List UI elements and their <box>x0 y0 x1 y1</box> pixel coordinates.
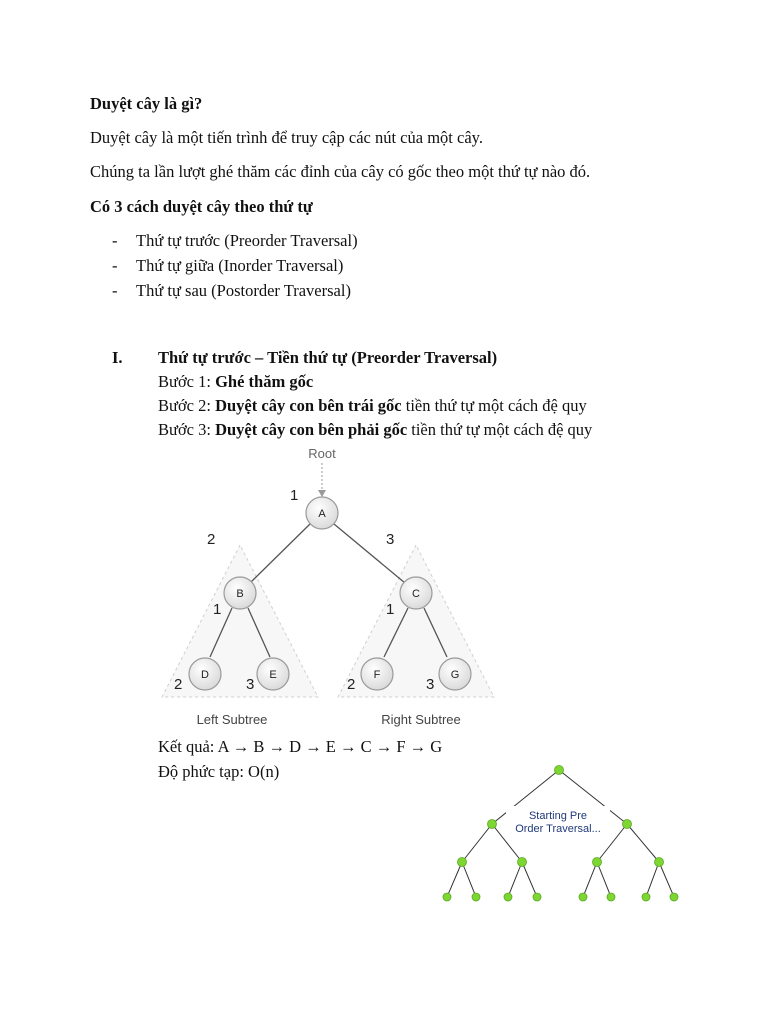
anim-node <box>504 893 512 901</box>
node-label: C <box>412 588 420 600</box>
anim-node <box>488 820 497 829</box>
complexity: Độ phức tạp: O(n) <box>158 762 280 781</box>
anim-node <box>579 893 587 901</box>
order-label: 1 <box>290 487 299 504</box>
order-label: 3 <box>386 531 395 548</box>
order-label: 2 <box>347 676 356 693</box>
paragraph-visit-order: Chúng ta lần lượt ghé thăm các đỉnh của cây có gốc theo một thứ tự nào đó. <box>90 162 591 181</box>
bullet-marker: - <box>112 281 118 300</box>
node-label: E <box>269 669 277 681</box>
node-label: A <box>318 508 326 520</box>
anim-node <box>443 893 451 901</box>
traversal-result: Kết quả: A → B → D → E → C → F → G <box>158 737 443 756</box>
step-suffix: tiền thứ tự một cách đệ quy <box>401 396 587 415</box>
anim-node <box>655 858 664 867</box>
node-label: G <box>450 669 460 681</box>
step-suffix: tiền thứ tự một cách đệ quy <box>407 420 593 439</box>
left-subtree-label: Left Subtree <box>196 712 268 727</box>
method-inorder: Thứ tự giữa (Inorder Traversal) <box>136 256 344 275</box>
step-bold: Duyệt cây con bên trái gốc <box>215 396 402 415</box>
order-label: 2 <box>174 676 183 693</box>
order-label: 1 <box>386 601 395 618</box>
order-label: 3 <box>246 676 255 693</box>
anim-caption-line1: Starting Pre <box>528 810 588 822</box>
step-bold: Ghé thăm gốc <box>215 372 314 391</box>
anim-node <box>623 820 632 829</box>
anim-caption-line2: Order Traversal... <box>515 823 601 835</box>
paragraph-definition: Duyệt cây là một tiến trình để truy cập các nút của một cây. <box>90 128 483 147</box>
right-subtree-label: Right Subtree <box>381 712 461 727</box>
section-number: I. <box>112 348 123 367</box>
left-subtree-triangle <box>162 545 318 697</box>
anim-node <box>670 893 678 901</box>
method-preorder: Thứ tự trước (Preorder Traversal) <box>136 231 358 250</box>
bullet-marker: - <box>112 256 118 275</box>
anim-node <box>533 893 541 901</box>
step-bold: Duyệt cây con bên phải gốc <box>215 420 408 439</box>
anim-node <box>472 893 480 901</box>
method-postorder: Thứ tự sau (Postorder Traversal) <box>136 281 351 300</box>
node-label: F <box>373 669 381 681</box>
bullet-marker: - <box>112 231 118 250</box>
node-label: D <box>201 669 209 681</box>
root-label: Root <box>308 446 336 461</box>
anim-node <box>642 893 650 901</box>
root-arrow-head <box>318 490 326 497</box>
anim-node <box>555 766 564 775</box>
heading-what-is-traversal: Duyệt cây là gì? <box>90 94 203 113</box>
anim-node <box>458 858 467 867</box>
section-title: Thứ tự trước – Tiền thứ tự (Preorder Traversal) <box>158 348 498 367</box>
anim-node <box>607 893 615 901</box>
node-label: B <box>236 588 244 600</box>
order-label: 3 <box>426 676 435 693</box>
step-prefix: Bước 2: <box>158 396 216 415</box>
anim-node <box>593 858 602 867</box>
step-prefix: Bước 1: <box>158 372 216 391</box>
order-label: 1 <box>213 601 222 618</box>
heading-three-methods: Có 3 cách duyệt cây theo thứ tự <box>90 197 313 216</box>
anim-node <box>518 858 527 867</box>
step-prefix: Bước 3: <box>158 420 216 439</box>
order-label: 2 <box>207 531 216 548</box>
